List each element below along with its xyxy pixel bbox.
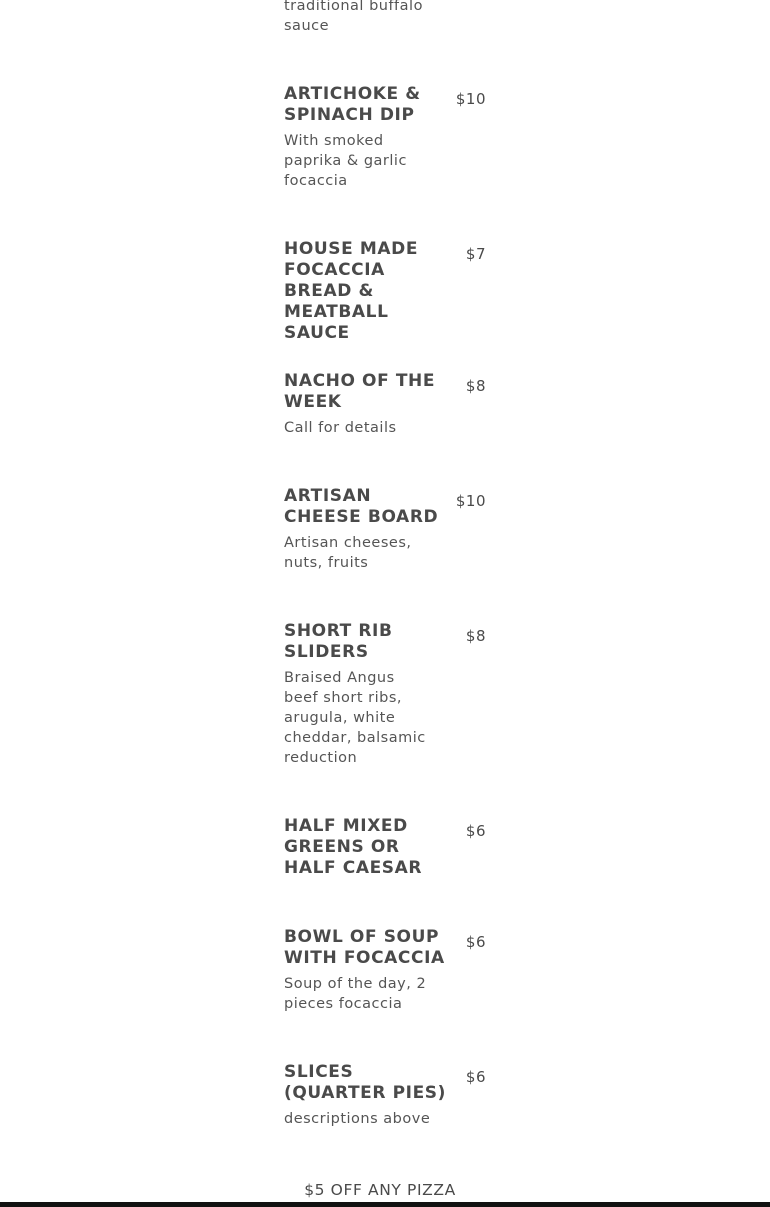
- menu-item-price: $10: [455, 492, 486, 510]
- menu-item-price: $6: [465, 933, 486, 951]
- menu-item-name: HOUSE MADE FOCACCIA BREAD & MEATBALL SAUCE: [284, 239, 419, 343]
- bottom-bar: [0, 1202, 770, 1207]
- menu-item-name: ARTICHOKE & SPINACH DIP: [284, 84, 421, 125]
- menu-item-description: With smoked paprika & garlic focaccia: [284, 133, 407, 189]
- menu-item-name: SHORT RIB SLIDERS: [284, 621, 393, 662]
- menu-item-description: Soup of the day, 2 pieces focaccia: [284, 976, 427, 1012]
- menu-item-description: Braised Angus beef short ribs, arugula, white cheddar, balsamic reduction: [284, 670, 426, 766]
- menu-item-bowl-of-soup: [284, 927, 486, 1014]
- menu-item-price: $6: [465, 822, 486, 840]
- menu-item-short-rib-sliders: [284, 621, 486, 768]
- menu-item-price: $8: [465, 627, 486, 645]
- menu-item-artichoke-spinach-dip: [284, 84, 486, 191]
- menu-item-half-greens-or-caesar: [284, 816, 486, 879]
- menu-item-name: BOWL OF SOUP WITH FOCACCIA: [284, 927, 445, 968]
- menu-item-name: NACHO OF THE WEEK: [284, 371, 436, 412]
- menu-item-description: descriptions above: [284, 1111, 431, 1127]
- menu-item-name: SLICES (QUARTER PIES): [284, 1062, 447, 1103]
- menu-item-name: ARTISAN CHEESE BOARD: [284, 486, 439, 527]
- menu-item-name: HALF MIXED GREENS OR HALF CAESAR: [284, 816, 423, 878]
- menu-item-price: $7: [465, 245, 486, 263]
- menu-item-price: $10: [455, 90, 486, 108]
- menu-item-slices: [284, 1062, 486, 1129]
- menu-item-description: Call for details: [284, 420, 397, 436]
- previous-item-description: traditional buffalo sauce: [284, 0, 423, 34]
- menu-item-artisan-cheese-board: [284, 486, 486, 573]
- menu-item-focaccia-meatball: [284, 239, 486, 344]
- menu-item-price: $6: [465, 1068, 486, 1086]
- menu-item-nacho-of-the-week: [284, 371, 486, 438]
- menu-item-price: $8: [465, 377, 486, 395]
- menu-item-description: Artisan cheeses, nuts, fruits: [284, 535, 412, 571]
- promo-text: $5 OFF ANY PIZZA: [304, 1181, 456, 1199]
